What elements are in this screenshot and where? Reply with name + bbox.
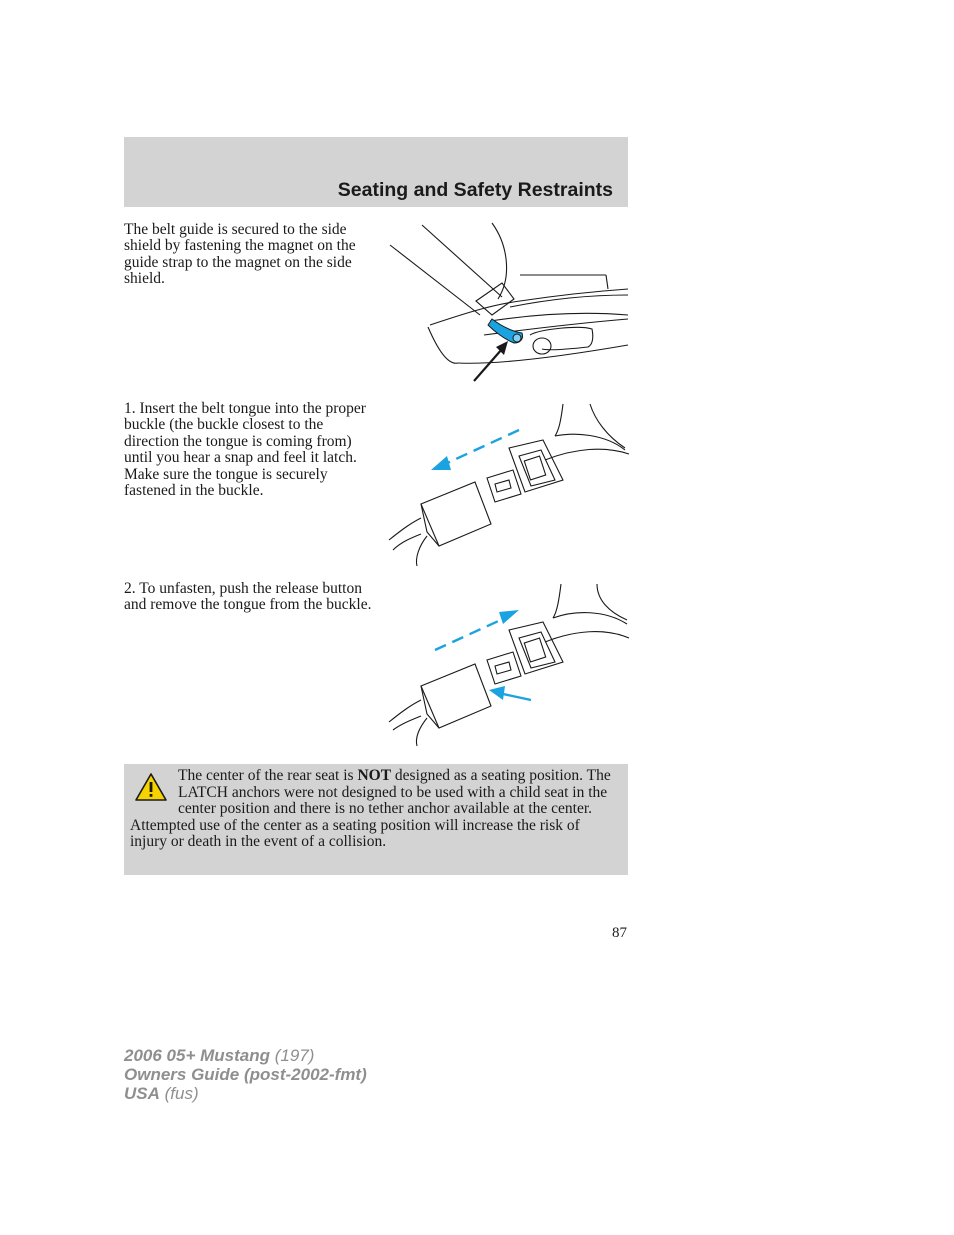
section-header-bar bbox=[124, 137, 628, 207]
warning-text bbox=[130, 768, 620, 851]
document-footer bbox=[124, 1046, 367, 1103]
warning-emphasis: NOT bbox=[357, 767, 392, 784]
fasten-buckle-illustration bbox=[385, 400, 630, 570]
insert-tongue-paragraph: 1. Insert the belt tongue into the proper buckle (the buckle closest to the direction the tongue is coming from) until you hear a snap and feel it latch. Make sure the tongue is securely fastened in the buckle. bbox=[124, 400, 366, 500]
unfasten-paragraph: 2. To unfasten, push the release button and remove the tongue from the buckle. bbox=[124, 580, 372, 614]
warning-triangle-icon bbox=[134, 772, 168, 802]
warning-text-before: The center of the rear seat is bbox=[178, 767, 358, 784]
warning-box bbox=[124, 764, 628, 875]
warning-text-after: designed as a seating position. The LATCH anchors were not designed to be used with a child seat in the center position and there is no tether anchor available at the center. Attempted use of the center as a seating position will increase the risk of injury or death in the event of a collision. bbox=[130, 767, 611, 850]
belt-guide-illustration bbox=[380, 215, 630, 385]
footer-line-market: USA (fus) bbox=[124, 1084, 199, 1103]
footer-line-model: 2006 05+ Mustang (197) bbox=[124, 1046, 315, 1065]
belt-guide-paragraph: The belt guide is secured to the side shield by fastening the magnet on the guide strap to the magnet on the side shield. bbox=[124, 221, 356, 288]
unfasten-buckle-illustration bbox=[385, 580, 630, 750]
footer-line-guide: Owners Guide (post-2002-fmt) bbox=[124, 1065, 367, 1084]
page-number: 87 bbox=[612, 925, 627, 941]
section-title: Seating and Safety Restraints bbox=[337, 179, 613, 201]
